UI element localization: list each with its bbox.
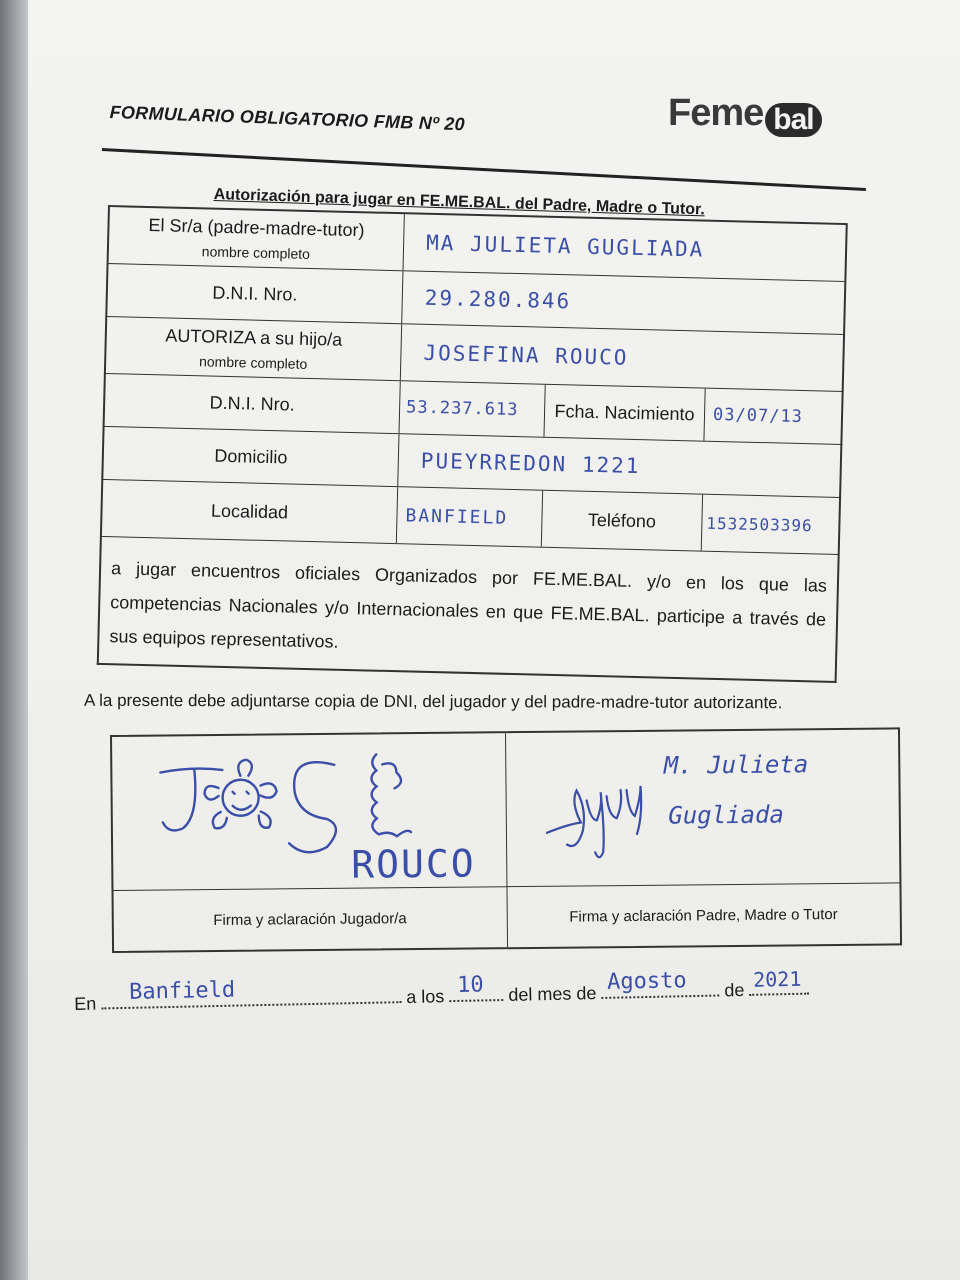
day-field[interactable]	[449, 972, 503, 1002]
phone-field[interactable]: 1532503396	[706, 513, 813, 535]
guardian-clarification-line2: Gugliada	[668, 800, 785, 830]
player-name-clarification: ROUCO	[351, 841, 476, 887]
place-field[interactable]	[101, 977, 401, 1009]
form-sheet	[28, 0, 960, 1280]
birth-date-label: Fcha. Nacimiento	[544, 385, 705, 441]
birth-date-field[interactable]: 03/07/13	[712, 404, 804, 428]
player-signature-column	[112, 733, 508, 951]
authorization-text: a jugar encuentros oficiales Organizados por FE.ME.BAL. y/o en los que las competencias Nacionales y/o Internacionales en que FE.ME.BAL. participe a través de sus equipos representativos.	[97, 537, 840, 683]
year-prefix: de	[724, 979, 745, 1001]
locality-label: Localidad	[102, 480, 398, 543]
place-date-line	[74, 966, 894, 1015]
child-dni-label: D.N.I. Nro.	[105, 374, 401, 433]
logo-suffix: bal	[765, 103, 821, 137]
authorization-table	[97, 205, 848, 683]
player-signature-caption: Firma y aclaración Jugador/a	[213, 909, 407, 929]
month-value: Agosto	[606, 968, 687, 995]
femebal-logo	[668, 92, 822, 135]
date-prefix: En	[74, 993, 97, 1014]
address-label: Domicilio	[103, 427, 399, 486]
year-field[interactable]	[749, 966, 809, 996]
guardian-name-field[interactable]: MA JULIETA GUGLIADA	[425, 230, 705, 262]
year-value: 2021	[752, 966, 802, 992]
day-prefix: a los	[406, 986, 445, 1008]
locality-field[interactable]: BANFIELD	[397, 487, 543, 547]
month-prefix: del mes de	[508, 983, 597, 1005]
guardian-sublabel: nombre completo	[201, 242, 311, 262]
guardian-dni-label: D.N.I. Nro.	[107, 264, 403, 323]
place-value: Banfield	[128, 977, 236, 1005]
phone-label: Teléfono	[542, 491, 703, 551]
address-field[interactable]: PUEYRREDON 1221	[420, 448, 641, 479]
signature-table	[110, 727, 902, 953]
attachment-note: A la presente debe adjuntarse copia de DNI, del jugador y del padre-madre-tutor autorizante.	[83, 690, 783, 713]
guardian-clarification-line1: M. Julieta	[663, 750, 809, 780]
child-label: AUTORIZA a su hijo/a	[165, 324, 343, 350]
title-divider	[102, 148, 866, 191]
guardian-label-cell	[109, 207, 405, 270]
background-edge	[0, 0, 28, 1280]
guardian-signature-column	[506, 729, 901, 947]
child-sublabel: nombre completo	[198, 352, 308, 372]
day-value: 10	[456, 972, 484, 998]
form-subtitle: Autorización para jugar en FE.ME.BAL. del Padre, Madre o Tutor.	[213, 186, 706, 219]
guardian-dni-field[interactable]: 29.280.846	[424, 285, 572, 314]
form-title: FORMULARIO OBLIGATORIO FMB Nº 20	[109, 102, 466, 135]
guardian-signature-caption: Firma y aclaración Padre, Madre o Tutor	[569, 905, 838, 926]
guardian-signature-area[interactable]	[506, 729, 900, 887]
guardian-label: El Sr/a (padre-madre-tutor)	[148, 214, 365, 240]
child-dni-field[interactable]: 53.237.613	[400, 381, 546, 437]
player-signature-area[interactable]	[112, 733, 506, 891]
logo-prefix: Feme	[668, 92, 764, 134]
child-label-cell	[106, 317, 402, 380]
child-name-field[interactable]: JOSEFINA ROUCO	[423, 340, 629, 370]
month-field[interactable]	[601, 968, 719, 998]
